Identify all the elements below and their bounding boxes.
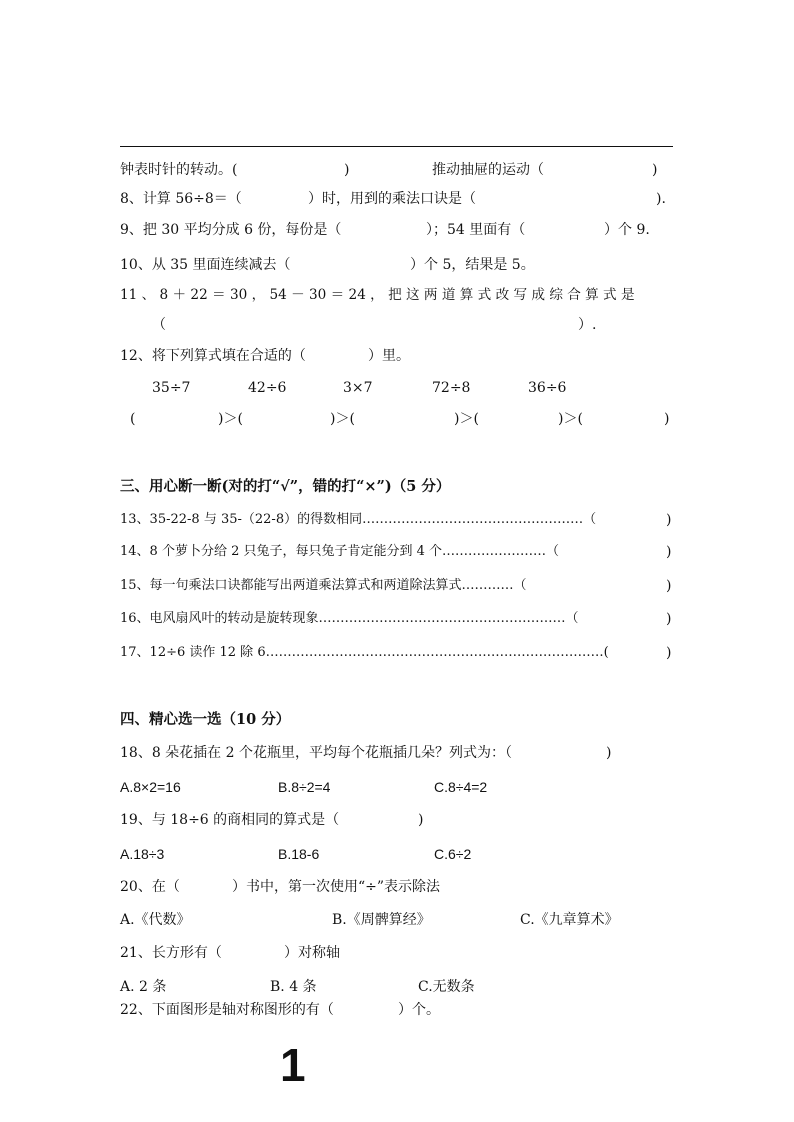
q21-option-c: C.无数条 [418,979,475,995]
q18-option-b: B.8÷2=4 [278,779,331,795]
q20-option-c: C.《九章算术》 [520,912,619,928]
q7-right: 推动抽屉的运动（ [432,162,544,178]
header-rule [120,146,673,147]
q20-option-b: B.《周髀算经》 [332,912,431,928]
q22-text: 22、下面图形是轴对称图形的有（ [120,1002,334,1018]
q20-text: 20、在（ [120,879,180,895]
q12-end: ）里。 [368,348,410,364]
q22-end: ）个。 [398,1002,440,1018]
q14-close: ) [666,544,672,560]
q20-end: ）书中，第一次使用“÷”表示除法 [232,879,441,895]
q18-option-c: C.8÷4=2 [434,779,488,795]
q17-text: 17、12÷6 读作 12 除 6……………………………………………………………………( [120,645,609,660]
section4-title: 四、精心选一选（10 分） [120,711,291,728]
q11-open: （ [152,317,166,333]
q9-mid: ）；54 里面有（ [426,222,526,238]
q12-gt-2: )＞( [330,411,355,427]
q12-expr-5: 36÷6 [528,380,567,396]
q10-end: ）个 5，结果是 5。 [410,257,535,273]
q16-close: ) [666,611,672,627]
q12-expr-2: 42÷6 [248,380,287,396]
q18-text: 18、8 朵花插在 2 个花瓶里，平均每个花瓶插几朵？列式为：（ [120,745,512,761]
q12-text: 12、将下列算式填在合适的（ [120,348,306,364]
q12-paren-close: ) [664,411,670,427]
q16-text: 16、电风扇风叶的转动是旋转现象…………………………………………………（ [120,611,579,626]
q8-mid: ）时，用到的乘法口诀是（ [308,191,476,207]
q18-close: ) [606,745,612,761]
q21-end: ）对称轴 [284,945,340,961]
q9-text: 9、把 30 平均分成 6 份，每份是（ [120,222,342,238]
q13-close: ) [666,512,672,528]
q12-paren-open: ( [130,411,136,427]
q8-end: ). [656,191,666,207]
q19-text: 19、与 18÷6 的商相同的算式是（ [120,812,340,828]
q19-option-a: A.18÷3 [120,846,165,862]
figure-label: 1 [280,1039,306,1091]
q21-text: 21、长方形有（ [120,945,222,961]
q19-option-b: B.18-6 [278,846,320,862]
q7-left-close: ) [344,162,350,178]
q14-text: 14、8 个萝卜分给 2 只兔子，每只兔子肯定能分到 4 个……………………（ [120,544,560,559]
q12-expr-1: 35÷7 [152,380,191,396]
q12-expr-4: 72÷8 [432,380,471,396]
q9-end: ）个 9. [604,222,650,238]
q13-text: 13、35-22-8 与 35-（22-8）的得数相同……………………………………………（ [120,512,597,527]
q17-close: ) [666,645,672,661]
section3-title: 三、用心断一断(对的打“√”，错的打“×”)（5 分） [120,478,451,495]
q11-line1: 11 、 8 ＋ 22 ＝ 30 ， 54 － 30 ＝ 24 ， 把 这 两 道 算 式 改 写 成 综 合 算 式 是 [120,287,635,303]
q19-option-c: C.6÷2 [434,846,472,862]
q15-text: 15、每一句乘法口诀都能写出两道乘法算式和两道除法算式…………（ [120,578,527,593]
q21-option-b: B. 4 条 [270,979,317,995]
q12-gt-1: )＞( [218,411,243,427]
q12-gt-4: )＞( [558,411,583,427]
q11-close: ）. [578,317,597,333]
q10-text: 10、从 35 里面连续减去（ [120,257,291,273]
q8-text: 8、计算 56÷8＝（ [120,191,242,207]
q12-expr-3: 3×7 [343,380,373,396]
q7-right-close: ) [652,162,658,178]
q19-close: ) [418,812,424,828]
q20-option-a: A.《代数》 [120,912,191,928]
q12-gt-3: )＞( [454,411,479,427]
q18-option-a: A.8×2=16 [120,779,181,795]
q21-option-a: A. 2 条 [120,979,167,995]
q7-left: 钟表时针的转动。( [120,162,238,178]
q15-close: ) [666,578,672,594]
